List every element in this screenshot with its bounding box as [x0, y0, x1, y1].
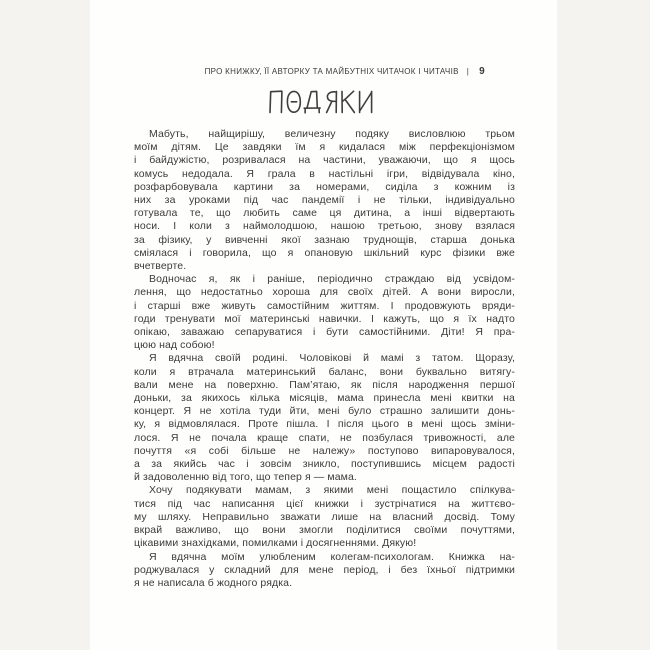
text-line: я не написала б жодного рядка. — [134, 576, 293, 589]
header-separator: | — [466, 67, 470, 76]
text-line: і байдужістю, розривалася на частини, уважаючи, що я щось — [134, 154, 515, 167]
chapter-title-handwritten-art — [268, 89, 380, 115]
text-line: тися під час написання цієї книжки і зустрічатися на життєво- — [134, 497, 515, 510]
text-line: Я вдячна моїм улюбленим колегам-психологам. Книжка на- — [149, 550, 515, 563]
text-line: му шляху. Неправильно зважати лише на власний досвід. Тому — [134, 510, 515, 523]
text-line: носи. І коли з наймолодшою, нашою третьою, знову взялася — [134, 220, 515, 233]
text-line: лення, що недостатньо хороша для своїх дітей. А вони виросли, — [134, 286, 515, 299]
text-line: Я вдячна своїй родині. Чоловікові й мамі з татом. Щоразу, — [149, 352, 515, 365]
text-line: цюю над собою! — [134, 339, 215, 352]
text-line: концерт. Я не хотіла туди йти, мені було страшно залишити донь- — [134, 405, 515, 418]
text-line: годи тренувати мої материнські навички. І кажуть, що я їх надто — [134, 312, 515, 325]
text-line: комусь недодала. Я грала в настільні ігри, відвідувала кіно, — [134, 167, 515, 180]
text-line: почуття «я собі більше не належу» поступово випаровувалося, — [134, 444, 515, 457]
text-line: коли я втрачала материнський баланс, вони буквально витягу- — [134, 365, 515, 378]
body-text — [134, 128, 515, 590]
running-header — [134, 66, 515, 77]
text-line: них за уроками під час пандемії і не тільки, індивідуально — [134, 194, 515, 207]
text-line: а за якийсь час і зовсім зникло, поступившись місцем радості — [134, 458, 515, 471]
text-line: Хочу подякувати мамам, з якими мені пощастило спілкува- — [149, 484, 515, 497]
text-line: вкрай важливо, що вони змогли поділитися своїми почуттями, — [134, 524, 515, 537]
paragraph — [134, 484, 515, 550]
text-line: сміялася і говорила, що я опановую шкільний курс фізики вже — [134, 246, 515, 259]
text-line: роджувалася у складний для мене період, і без їхньої підтримки — [134, 563, 515, 576]
text-line: за фізику, у вивченні якої зазнаю труднощів, старша донька — [134, 233, 515, 246]
text-line: і старші вже живуть самостійним життям. І продовжують вряди- — [134, 299, 515, 312]
text-line: Мабуть, найщирішу, величезну подяку висловлюю трьом — [149, 128, 515, 140]
text-line: моїм дітям. Це завдяки їм я кидалася між перфекціонізмом — [134, 141, 515, 154]
paragraph — [134, 551, 515, 591]
paragraph — [134, 273, 515, 352]
text-line: й задоволенню від того, що тепер я — мама. — [134, 471, 357, 484]
text-line: опікаю, заважаю сепаруватися і бути самостійними. Діти! Я пра- — [134, 326, 515, 339]
text-line: вчетверте. — [134, 260, 187, 273]
paragraph — [134, 352, 515, 484]
text-line: цікавими знахідками, помилками і досягненнями. Дякую! — [134, 537, 417, 550]
page-number: 9 — [479, 66, 485, 77]
text-line: лося. Я не почала краще спати, не позбулася тривожності, але — [134, 431, 515, 444]
text-line: вали мене на поверхню. Пам’ятаю, як після народження першої — [134, 378, 515, 391]
chapter-title — [90, 89, 557, 120]
text-line: доньки, за якихось кілька місяців, мама принесла мені квитки на — [134, 392, 515, 405]
text-line: Водночас я, як і раніше, періодично страждаю від усвідом- — [149, 273, 515, 286]
paragraph — [134, 128, 515, 273]
book-page — [90, 0, 557, 650]
text-line: розфарбовувала картини за номерами, сиділа з кожним із — [134, 180, 515, 193]
text-line: ку, я відмовлялася. Проте пішла. І після цього в мені щось зміни- — [134, 418, 515, 431]
running-header-text: ПРО КНИЖКУ, ЇЇ АВТОРКУ ТА МАЙБУТНІХ ЧИТАЧОК І ЧИТАЧІВ — [204, 67, 459, 76]
text-line: готувала те, що любить саме ця дитина, а інші відвертають — [134, 207, 515, 220]
